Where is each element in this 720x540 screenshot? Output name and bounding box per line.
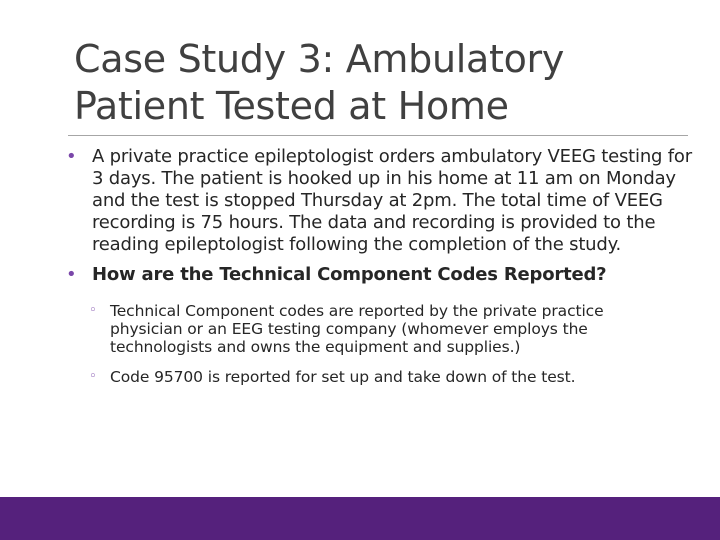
bullet-marker: • bbox=[66, 264, 77, 285]
bullet-text: A private practice epileptologist orders ambulatory VEEG testing for 3 days. The patient is hooked up in his home at 11 am on Monday and the test is stopped Thursday at 2pm. The total time of VEEG recording is 75 hours. The data and recording is provided to the reading epileptologist following the completion of the study. bbox=[92, 146, 692, 255]
sub-bullet-marker: ◦ bbox=[89, 369, 97, 384]
bullet-text: How are the Technical Component Codes Reported? bbox=[92, 264, 607, 285]
sub-bullet-code-95700 bbox=[60, 368, 670, 386]
bullet-case-description bbox=[60, 146, 700, 256]
slide-title: Case Study 3: Ambulatory Patient Tested at Home bbox=[74, 37, 565, 128]
slide-body bbox=[60, 146, 700, 398]
bullet-marker: • bbox=[66, 146, 77, 167]
sub-bullet-list bbox=[60, 302, 700, 386]
title-divider bbox=[68, 135, 688, 136]
sub-bullet-text: Technical Component codes are reported by the private practice physician or an EEG testing company (whomever employs the technologists and owns the equipment and supplies.) bbox=[110, 302, 604, 356]
footer-band bbox=[0, 497, 720, 540]
bullet-question bbox=[60, 264, 700, 286]
sub-bullet-technical-codes bbox=[60, 302, 630, 356]
sub-bullet-text: Code 95700 is reported for set up and take down of the test. bbox=[110, 368, 576, 386]
sub-bullet-marker: ◦ bbox=[89, 303, 97, 318]
